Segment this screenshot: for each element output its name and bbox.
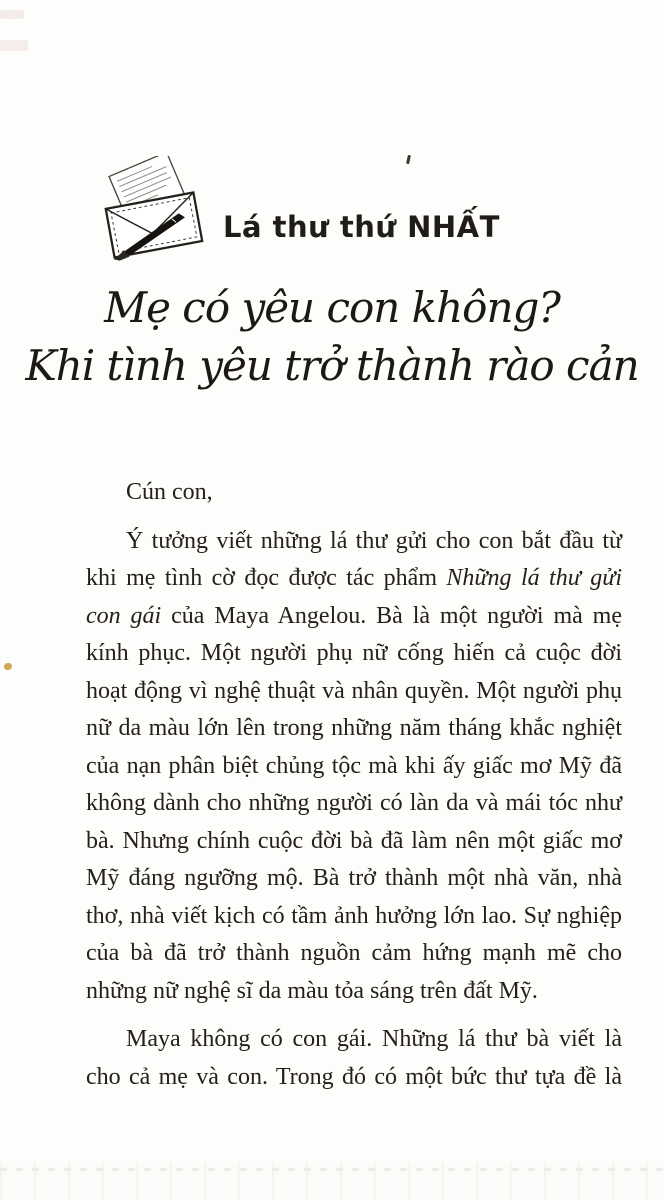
paragraph-1-text: Ý tưởng viết những lá thư gửi cho con bắt đầu từ khi mẹ tình cờ đọc được tác phẩm <box>86 527 622 591</box>
paragraph-2: Maya không có con gái. Những lá thư bà viết là cho cả mẹ và con. Trong đó có một bức thư tựa đề là <box>86 1026 622 1090</box>
page-bottom-scan-edge <box>0 1162 664 1200</box>
scan-edge-dotline <box>0 1168 664 1171</box>
chapter-title-line1: Mẹ có yêu con không? <box>104 283 560 332</box>
scan-smudge-2 <box>0 40 28 51</box>
paragraph-1 <box>86 523 622 1011</box>
paper-speck <box>4 663 12 670</box>
chapter-title <box>0 279 664 395</box>
letter-body <box>86 474 622 1096</box>
paragraph-1-text-cont: của Maya Angelou. Bà là một người mà mẹ kính phục. Một người phụ nữ cống hiến cả cuộc đời hoạt động vì nghệ thuật và nhân quyền. Một người phụ nữ da màu lớn lên trong những năm tháng khắc nghiệt của nạn phân biệt chủng tộc mà khi ấy giấc mơ Mỹ đã không dành cho những người có làn da và mái tóc như bà. Nhưng chính cuộc đời bà đã làm nên một giấc mơ Mỹ đáng ngưỡng mộ. Bà trở thành một nhà văn, nhà thơ, nhà viết kịch có tầm ảnh hưởng lớn lao. Sự nghiệp của bà đã trở thành nguồn cảm hứng mạnh mẽ cho những nữ nghệ sĩ da màu tỏa sáng trên đất Mỹ. <box>86 602 622 1004</box>
chapter-title-line2: Khi tình yêu trở thành rào cản <box>25 341 639 390</box>
envelope-pen-icon <box>95 156 209 262</box>
scan-smudge-1 <box>0 10 24 19</box>
book-title-italic: Những lá thư gửi con gái <box>86 565 622 629</box>
chapter-header <box>95 156 500 262</box>
salutation: Cún con, <box>126 479 213 505</box>
chapter-label: Lá thư thứ NHẤT <box>223 210 500 244</box>
